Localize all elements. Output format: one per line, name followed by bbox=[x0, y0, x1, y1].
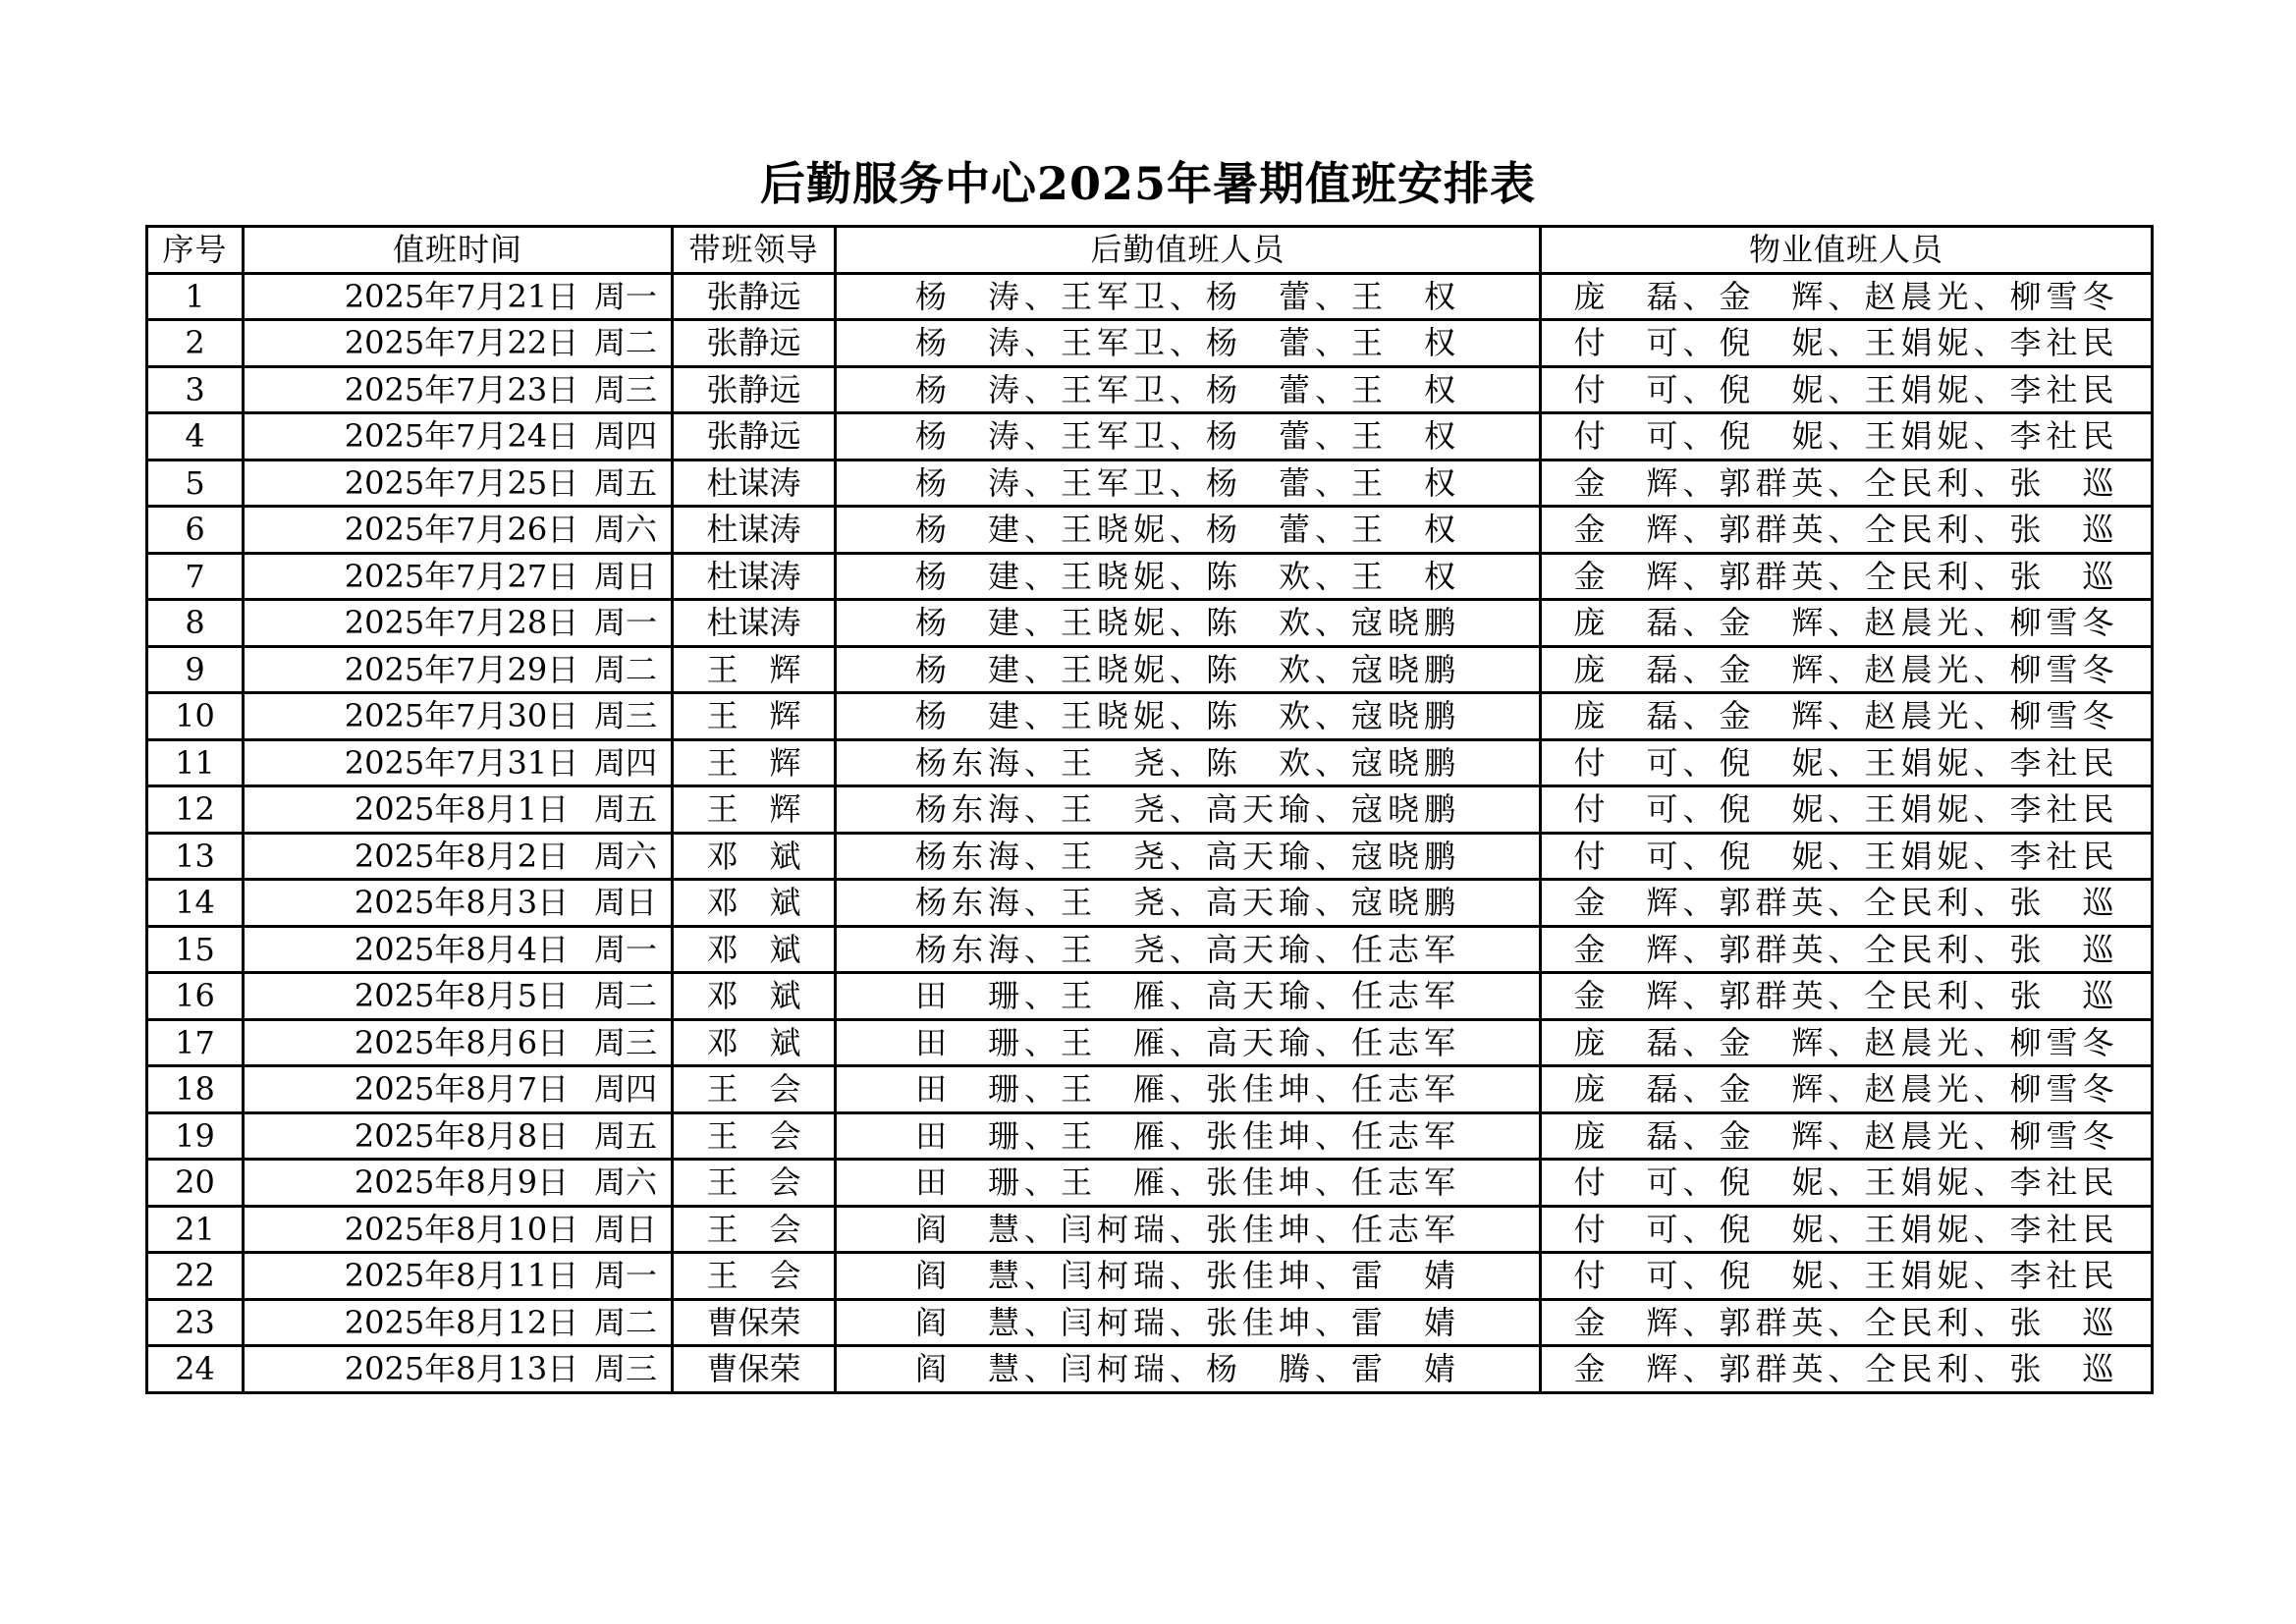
row-weekday: 周六 bbox=[593, 511, 657, 548]
row-duty-time bbox=[244, 1253, 673, 1300]
row-weekday: 周日 bbox=[593, 1210, 657, 1248]
row-date: 2025年8月10日 bbox=[344, 1210, 579, 1248]
table-row bbox=[147, 739, 2153, 786]
row-weekday: 周五 bbox=[593, 463, 657, 502]
table-row bbox=[147, 880, 2153, 927]
row-duty-time bbox=[244, 507, 673, 554]
row-property-staff: 庞 磊、金 辉、赵晨光、柳雪冬 bbox=[1541, 1112, 2153, 1160]
row-leader: 杜谋涛 bbox=[673, 460, 836, 507]
row-duty-time bbox=[244, 553, 673, 600]
row-index: 19 bbox=[147, 1112, 244, 1160]
row-index: 23 bbox=[147, 1299, 244, 1346]
table-row bbox=[147, 926, 2153, 973]
row-index: 12 bbox=[147, 786, 244, 834]
row-logistics-staff: 杨东海、王 尧、高天瑜、任志军 bbox=[836, 926, 1541, 973]
row-logistics-staff: 田 珊、王 雁、张佳坤、任志军 bbox=[836, 1160, 1541, 1207]
table-row bbox=[147, 320, 2153, 367]
row-logistics-staff: 田 珊、王 雁、高天瑜、任志军 bbox=[836, 973, 1541, 1020]
row-date: 2025年8月3日 bbox=[354, 884, 570, 922]
row-logistics-staff: 杨 涛、王军卫、杨 蕾、王 权 bbox=[836, 273, 1541, 320]
row-property-staff: 金 辉、郭群英、仝民利、张 巡 bbox=[1541, 880, 2153, 927]
row-logistics-staff: 杨 涛、王军卫、杨 蕾、王 权 bbox=[836, 460, 1541, 507]
row-weekday: 周三 bbox=[593, 1350, 657, 1387]
row-duty-time bbox=[244, 926, 673, 973]
row-duty-time bbox=[244, 413, 673, 460]
row-property-staff: 付 可、倪 妮、王娟妮、李社民 bbox=[1541, 366, 2153, 413]
row-weekday: 周三 bbox=[593, 370, 657, 408]
row-duty-time bbox=[244, 973, 673, 1020]
row-leader: 王 会 bbox=[673, 1066, 836, 1113]
row-leader: 张静远 bbox=[673, 413, 836, 460]
table-row bbox=[147, 507, 2153, 554]
row-property-staff: 庞 磊、金 辉、赵晨光、柳雪冬 bbox=[1541, 273, 2153, 320]
row-property-staff: 庞 磊、金 辉、赵晨光、柳雪冬 bbox=[1541, 693, 2153, 740]
row-property-staff: 庞 磊、金 辉、赵晨光、柳雪冬 bbox=[1541, 646, 2153, 693]
row-index: 1 bbox=[147, 273, 244, 320]
row-date: 2025年7月27日 bbox=[344, 557, 579, 595]
table-row bbox=[147, 1346, 2153, 1393]
row-logistics-staff: 阎 慧、闫柯瑞、杨 腾、雷 婧 bbox=[836, 1346, 1541, 1393]
row-duty-time bbox=[244, 273, 673, 320]
row-index: 9 bbox=[147, 646, 244, 693]
row-date: 2025年8月12日 bbox=[344, 1303, 579, 1341]
row-leader: 邓 斌 bbox=[673, 880, 836, 927]
row-duty-time bbox=[244, 880, 673, 927]
row-property-staff: 付 可、倪 妮、王娟妮、李社民 bbox=[1541, 1253, 2153, 1300]
row-logistics-staff: 杨东海、王 尧、高天瑜、寇晓鹏 bbox=[836, 833, 1541, 880]
table-row bbox=[147, 413, 2153, 460]
row-index: 18 bbox=[147, 1066, 244, 1113]
row-duty-time bbox=[244, 739, 673, 786]
row-logistics-staff: 田 珊、王 雁、张佳坤、任志军 bbox=[836, 1112, 1541, 1160]
row-property-staff: 付 可、倪 妮、王娟妮、李社民 bbox=[1541, 320, 2153, 367]
row-index: 17 bbox=[147, 1019, 244, 1066]
row-leader: 杜谋涛 bbox=[673, 600, 836, 647]
row-logistics-staff: 杨东海、王 尧、高天瑜、寇晓鹏 bbox=[836, 880, 1541, 927]
row-index: 8 bbox=[147, 600, 244, 647]
row-date: 2025年8月7日 bbox=[354, 1070, 570, 1109]
row-date: 2025年7月22日 bbox=[344, 324, 579, 362]
row-leader: 王 会 bbox=[673, 1112, 836, 1160]
table-row bbox=[147, 366, 2153, 413]
row-logistics-staff: 田 珊、王 雁、张佳坤、任志军 bbox=[836, 1066, 1541, 1113]
row-duty-time bbox=[244, 320, 673, 367]
row-weekday: 周三 bbox=[593, 1023, 657, 1061]
row-leader: 邓 斌 bbox=[673, 833, 836, 880]
row-weekday: 周日 bbox=[593, 557, 657, 595]
row-index: 15 bbox=[147, 926, 244, 973]
row-weekday: 周一 bbox=[593, 277, 657, 315]
row-property-staff: 付 可、倪 妮、王娟妮、李社民 bbox=[1541, 1206, 2153, 1253]
row-duty-time bbox=[244, 646, 673, 693]
row-weekday: 周三 bbox=[593, 697, 657, 734]
row-date: 2025年7月25日 bbox=[344, 463, 579, 502]
row-property-staff: 付 可、倪 妮、王娟妮、李社民 bbox=[1541, 413, 2153, 460]
table-row bbox=[147, 693, 2153, 740]
table-row bbox=[147, 1253, 2153, 1300]
page-title: 后勤服务中心2025年暑期值班安排表 bbox=[759, 157, 1537, 210]
row-date: 2025年7月21日 bbox=[344, 277, 579, 315]
header-index: 序号 bbox=[147, 227, 244, 274]
row-date: 2025年7月29日 bbox=[344, 650, 579, 688]
row-weekday: 周日 bbox=[593, 884, 657, 921]
duty-schedule-table bbox=[145, 225, 2154, 1394]
row-date: 2025年8月6日 bbox=[354, 1023, 570, 1061]
row-leader: 邓 斌 bbox=[673, 1019, 836, 1066]
row-weekday: 周四 bbox=[593, 1070, 657, 1108]
row-date: 2025年7月26日 bbox=[344, 511, 579, 549]
row-weekday: 周四 bbox=[593, 743, 657, 782]
row-logistics-staff: 杨 涛、王军卫、杨 蕾、王 权 bbox=[836, 320, 1541, 367]
table-row bbox=[147, 786, 2153, 834]
row-duty-time bbox=[244, 1346, 673, 1393]
row-index: 6 bbox=[147, 507, 244, 554]
row-leader: 王 辉 bbox=[673, 693, 836, 740]
row-index: 4 bbox=[147, 413, 244, 460]
row-duty-time bbox=[244, 786, 673, 834]
row-logistics-staff: 田 珊、王 雁、高天瑜、任志军 bbox=[836, 1019, 1541, 1066]
table-row bbox=[147, 553, 2153, 600]
row-leader: 王 辉 bbox=[673, 646, 836, 693]
table-row bbox=[147, 273, 2153, 320]
row-duty-time bbox=[244, 1299, 673, 1346]
table-row bbox=[147, 1019, 2153, 1066]
row-logistics-staff: 阎 慧、闫柯瑞、张佳坤、雷 婧 bbox=[836, 1299, 1541, 1346]
table-header-row bbox=[147, 227, 2153, 274]
row-leader: 张静远 bbox=[673, 273, 836, 320]
row-index: 11 bbox=[147, 739, 244, 786]
row-duty-time bbox=[244, 1112, 673, 1160]
row-property-staff: 金 辉、郭群英、仝民利、张 巡 bbox=[1541, 973, 2153, 1020]
row-weekday: 周二 bbox=[593, 650, 657, 688]
header-property: 物业值班人员 bbox=[1541, 227, 2153, 274]
row-logistics-staff: 杨 建、王晓妮、杨 蕾、王 权 bbox=[836, 507, 1541, 554]
table-row bbox=[147, 1066, 2153, 1113]
row-date: 2025年7月28日 bbox=[344, 604, 579, 642]
row-date: 2025年7月23日 bbox=[344, 370, 579, 408]
row-index: 7 bbox=[147, 553, 244, 600]
table-row bbox=[147, 1299, 2153, 1346]
row-duty-time bbox=[244, 366, 673, 413]
row-logistics-staff: 杨东海、王 尧、陈 欢、寇晓鹏 bbox=[836, 739, 1541, 786]
row-index: 20 bbox=[147, 1160, 244, 1207]
row-logistics-staff: 杨 建、王晓妮、陈 欢、王 权 bbox=[836, 553, 1541, 600]
row-index: 2 bbox=[147, 320, 244, 367]
row-date: 2025年8月11日 bbox=[344, 1257, 579, 1295]
row-index: 5 bbox=[147, 460, 244, 507]
row-property-staff: 付 可、倪 妮、王娟妮、李社民 bbox=[1541, 786, 2153, 834]
row-leader: 王 辉 bbox=[673, 786, 836, 834]
row-duty-time bbox=[244, 600, 673, 647]
table-row bbox=[147, 646, 2153, 693]
row-leader: 王 会 bbox=[673, 1160, 836, 1207]
row-weekday: 周二 bbox=[593, 324, 657, 361]
row-leader: 张静远 bbox=[673, 320, 836, 367]
row-weekday: 周一 bbox=[593, 604, 657, 641]
row-property-staff: 庞 磊、金 辉、赵晨光、柳雪冬 bbox=[1541, 1019, 2153, 1066]
row-logistics-staff: 杨 建、王晓妮、陈 欢、寇晓鹏 bbox=[836, 646, 1541, 693]
row-weekday: 周一 bbox=[593, 930, 657, 968]
row-date: 2025年8月9日 bbox=[354, 1164, 570, 1202]
row-logistics-staff: 杨 建、王晓妮、陈 欢、寇晓鹏 bbox=[836, 600, 1541, 647]
row-leader: 王 会 bbox=[673, 1253, 836, 1300]
row-date: 2025年8月4日 bbox=[354, 930, 570, 968]
row-property-staff: 金 辉、郭群英、仝民利、张 巡 bbox=[1541, 507, 2153, 554]
table-row bbox=[147, 600, 2153, 647]
row-property-staff: 庞 磊、金 辉、赵晨光、柳雪冬 bbox=[1541, 1066, 2153, 1113]
row-index: 14 bbox=[147, 880, 244, 927]
table-row bbox=[147, 973, 2153, 1020]
row-duty-time bbox=[244, 693, 673, 740]
row-date: 2025年7月31日 bbox=[344, 743, 579, 782]
row-property-staff: 金 辉、郭群英、仝民利、张 巡 bbox=[1541, 926, 2153, 973]
row-weekday: 周五 bbox=[593, 1116, 657, 1155]
row-date: 2025年8月13日 bbox=[344, 1350, 579, 1388]
row-duty-time bbox=[244, 1160, 673, 1207]
row-weekday: 周二 bbox=[593, 977, 657, 1014]
row-logistics-staff: 阎 慧、闫柯瑞、张佳坤、雷 婧 bbox=[836, 1253, 1541, 1300]
row-index: 21 bbox=[147, 1206, 244, 1253]
row-weekday: 周四 bbox=[593, 417, 657, 455]
row-date: 2025年8月8日 bbox=[354, 1116, 570, 1155]
row-leader: 邓 斌 bbox=[673, 926, 836, 973]
row-weekday: 周六 bbox=[593, 1164, 657, 1201]
row-logistics-staff: 阎 慧、闫柯瑞、张佳坤、任志军 bbox=[836, 1206, 1541, 1253]
row-weekday: 周五 bbox=[593, 790, 657, 828]
row-index: 3 bbox=[147, 366, 244, 413]
table-row bbox=[147, 1160, 2153, 1207]
table-body bbox=[147, 273, 2153, 1392]
row-index: 22 bbox=[147, 1253, 244, 1300]
row-index: 16 bbox=[147, 973, 244, 1020]
row-index: 24 bbox=[147, 1346, 244, 1393]
row-weekday: 周六 bbox=[593, 837, 657, 875]
table-row bbox=[147, 1112, 2153, 1160]
row-property-staff: 金 辉、郭群英、仝民利、张 巡 bbox=[1541, 1299, 2153, 1346]
row-logistics-staff: 杨 涛、王军卫、杨 蕾、王 权 bbox=[836, 413, 1541, 460]
row-logistics-staff: 杨 涛、王军卫、杨 蕾、王 权 bbox=[836, 366, 1541, 413]
header-logistics: 后勤值班人员 bbox=[836, 227, 1541, 274]
table-row bbox=[147, 1206, 2153, 1253]
row-leader: 曹保荣 bbox=[673, 1299, 836, 1346]
row-leader: 曹保荣 bbox=[673, 1346, 836, 1393]
row-leader: 王 会 bbox=[673, 1206, 836, 1253]
row-leader: 王 辉 bbox=[673, 739, 836, 786]
row-property-staff: 金 辉、郭群英、仝民利、张 巡 bbox=[1541, 553, 2153, 600]
row-weekday: 周二 bbox=[593, 1303, 657, 1341]
row-property-staff: 付 可、倪 妮、王娟妮、李社民 bbox=[1541, 833, 2153, 880]
row-property-staff: 金 辉、郭群英、仝民利、张 巡 bbox=[1541, 1346, 2153, 1393]
row-logistics-staff: 杨东海、王 尧、高天瑜、寇晓鹏 bbox=[836, 786, 1541, 834]
row-property-staff: 付 可、倪 妮、王娟妮、李社民 bbox=[1541, 739, 2153, 786]
row-leader: 张静远 bbox=[673, 366, 836, 413]
row-leader: 杜谋涛 bbox=[673, 553, 836, 600]
row-date: 2025年8月1日 bbox=[354, 790, 570, 829]
table-row bbox=[147, 833, 2153, 880]
row-duty-time bbox=[244, 1019, 673, 1066]
row-duty-time bbox=[244, 1066, 673, 1113]
row-property-staff: 庞 磊、金 辉、赵晨光、柳雪冬 bbox=[1541, 600, 2153, 647]
row-date: 2025年8月2日 bbox=[354, 837, 570, 875]
header-time: 值班时间 bbox=[244, 227, 673, 274]
row-index: 10 bbox=[147, 693, 244, 740]
table-row bbox=[147, 460, 2153, 507]
row-duty-time bbox=[244, 833, 673, 880]
row-logistics-staff: 杨 建、王晓妮、陈 欢、寇晓鹏 bbox=[836, 693, 1541, 740]
row-leader: 邓 斌 bbox=[673, 973, 836, 1020]
row-duty-time bbox=[244, 460, 673, 507]
header-leader: 带班领导 bbox=[673, 227, 836, 274]
row-date: 2025年7月24日 bbox=[344, 417, 579, 456]
row-date: 2025年7月30日 bbox=[344, 697, 579, 735]
row-leader: 杜谋涛 bbox=[673, 507, 836, 554]
row-weekday: 周一 bbox=[593, 1257, 657, 1294]
row-duty-time bbox=[244, 1206, 673, 1253]
row-index: 13 bbox=[147, 833, 244, 880]
row-property-staff: 金 辉、郭群英、仝民利、张 巡 bbox=[1541, 460, 2153, 507]
row-date: 2025年8月5日 bbox=[354, 977, 570, 1015]
row-property-staff: 付 可、倪 妮、王娟妮、李社民 bbox=[1541, 1160, 2153, 1207]
